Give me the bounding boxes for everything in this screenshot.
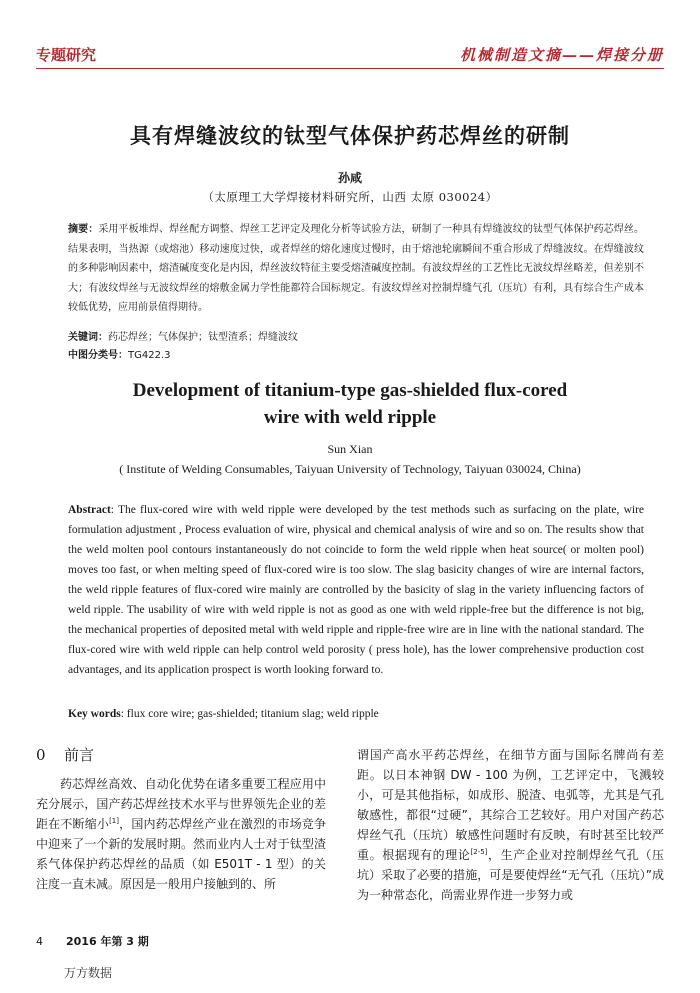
page-footer (36, 933, 149, 949)
abstract-cn-label: 摘要： (68, 224, 99, 235)
paper-title-cn: 具有焊缝波纹的钛型气体保护药芯焊丝的研制 (130, 124, 570, 148)
section-title: 前言 (64, 746, 95, 764)
keywords-en-text: : flux core wire; gas-shielded; titanium slag; weld ripple (120, 708, 379, 720)
section-heading (36, 745, 326, 765)
watermark-text: 万方数据 (64, 966, 113, 980)
keywords-en (68, 708, 644, 720)
affiliation-en: ( Institute of Welding Consumables, Taiyuan University of Technology, Taiyuan 030024, China) (119, 462, 581, 476)
abstract-en (68, 500, 644, 680)
author-cn: 孙咸 (337, 171, 362, 185)
abstract-en-label: Abstract (68, 504, 111, 516)
title-en-line1: Development of titanium-type gas-shielded flux-cored (132, 380, 568, 401)
body-text: ，生产企业对控制焊丝气孔（压坑）采取了必要的措施，可是要使焊丝“无气孔（压坑）”成为一种常态化，尚需业界作进一步努力或 (357, 848, 664, 902)
body-text: ，国内药芯焊丝产业在激烈的市场竞争中迎来了一个新的发展时期。然而业内人士对于钛型渣系气体保护药芯焊丝的品质（如 E501T - 1 型）的关注度一直未减。原因是一般用户接触到的、所 (36, 817, 326, 891)
body-text: 药芯焊丝高效、自动化优势在诸多重要工程应用中充分展示，国产药芯焊丝技术水平与世界领先企业的差距在不断缩小 (36, 777, 326, 831)
citation: [2-5] (470, 848, 488, 856)
title-en-line2: wire with weld ripple (263, 407, 437, 428)
body-column-right (357, 745, 664, 905)
affiliation-cn: （太原理工大学焊接材料研究所，山西 太原 030024） (202, 190, 498, 204)
clc-text: TG422.3 (128, 350, 171, 361)
header-journal: 机械制造文摘——焊接分册 (459, 46, 664, 64)
header-section: 专题研究 (36, 46, 97, 64)
section-number: 0 (36, 746, 46, 764)
keywords-cn (68, 329, 644, 347)
body-paragraph-left (36, 774, 326, 894)
body-column-left (36, 745, 326, 894)
body-paragraph-right (357, 745, 664, 905)
paper-title-en (0, 377, 700, 431)
keywords-cn-label: 关键词： (68, 332, 108, 343)
keywords-cn-block (68, 329, 644, 365)
header-divider (36, 68, 664, 69)
citation: [1] (109, 817, 119, 825)
page-number: 4 (36, 935, 43, 948)
clc-number (68, 347, 644, 365)
body-text: 谓国产高水平药芯焊丝，在细节方面与国际名牌尚有差距。以日本神钢 DW - 100 为例，工艺评定中，飞溅较小，可是其他指标，如成形、脱渣、电弧等，尤其是气孔敏感性，都很“过硬”，其综合工艺较好。用户对国产药芯焊丝气孔（压坑）敏感性问题时有反映，有时甚至比较严重。根据现有的理论 (357, 748, 664, 862)
running-header (36, 44, 664, 68)
abstract-cn-text: 采用平板堆焊、焊丝配方调整、焊丝工艺评定及理化分析等试验方法，研制了一种具有焊缝波纹的钛型气体保护药芯焊丝。结果表明，当热源（或熔池）移动速度过快，或者焊丝的熔化速度过慢时，由于熔池轮廓瞬间不重合形成了焊缝波纹。在焊缝波纹的多种影响因素中，熔渣碱度变化是内因，焊丝波纹特征主要受熔渣碱度控制。有波纹焊丝的工艺性比无波纹焊丝略差，但差别不大；有波纹焊丝与无波纹焊丝的熔敷金属力学性能都符合国标规定。有波纹焊丝对控制焊缝气孔（压坑）有利，具有综合生产成本较低优势，应用前景值得期待。 (68, 224, 645, 313)
author-en: Sun Xian (327, 442, 373, 456)
abstract-en-text: : The flux-cored wire with weld ripple were developed by the test methods such as surfacing on the plate, wire formulation adjustment , Process evaluation of wire, physical and chemical analysis of wire and so on. The results show that the weld molten pool contours instantaneously do not coincide to form the weld ripple when heat source( or molten pool) moves too fast, or when melting speed of flux-cored wire is too slow. The slag basicity changes of wire are internal factors, the weld ripple features of flux-cored wire mainly are controlled by the basicity of slag in the variety influencing factors of weld ripple. The usability of wire with weld ripple is not as good as one with weld ripple-free but the difference is not big, the mechanical properties of deposited metal with weld ripple and ripple-free wire are in line with the national standard. The flux-cored wire with weld ripple can help control weld porosity ( press hole), has the lower comprehensive production cost advantages, and its application prospect is worth looking forward to. (68, 504, 644, 676)
abstract-cn (68, 220, 644, 318)
clc-label: 中图分类号： (68, 350, 128, 361)
keywords-cn-text: 药芯焊丝；气体保护；钛型渣系；焊缝波纹 (108, 332, 298, 343)
keywords-en-label: Key words (68, 708, 121, 720)
issue-label: 2016 年第 3 期 (66, 935, 149, 948)
